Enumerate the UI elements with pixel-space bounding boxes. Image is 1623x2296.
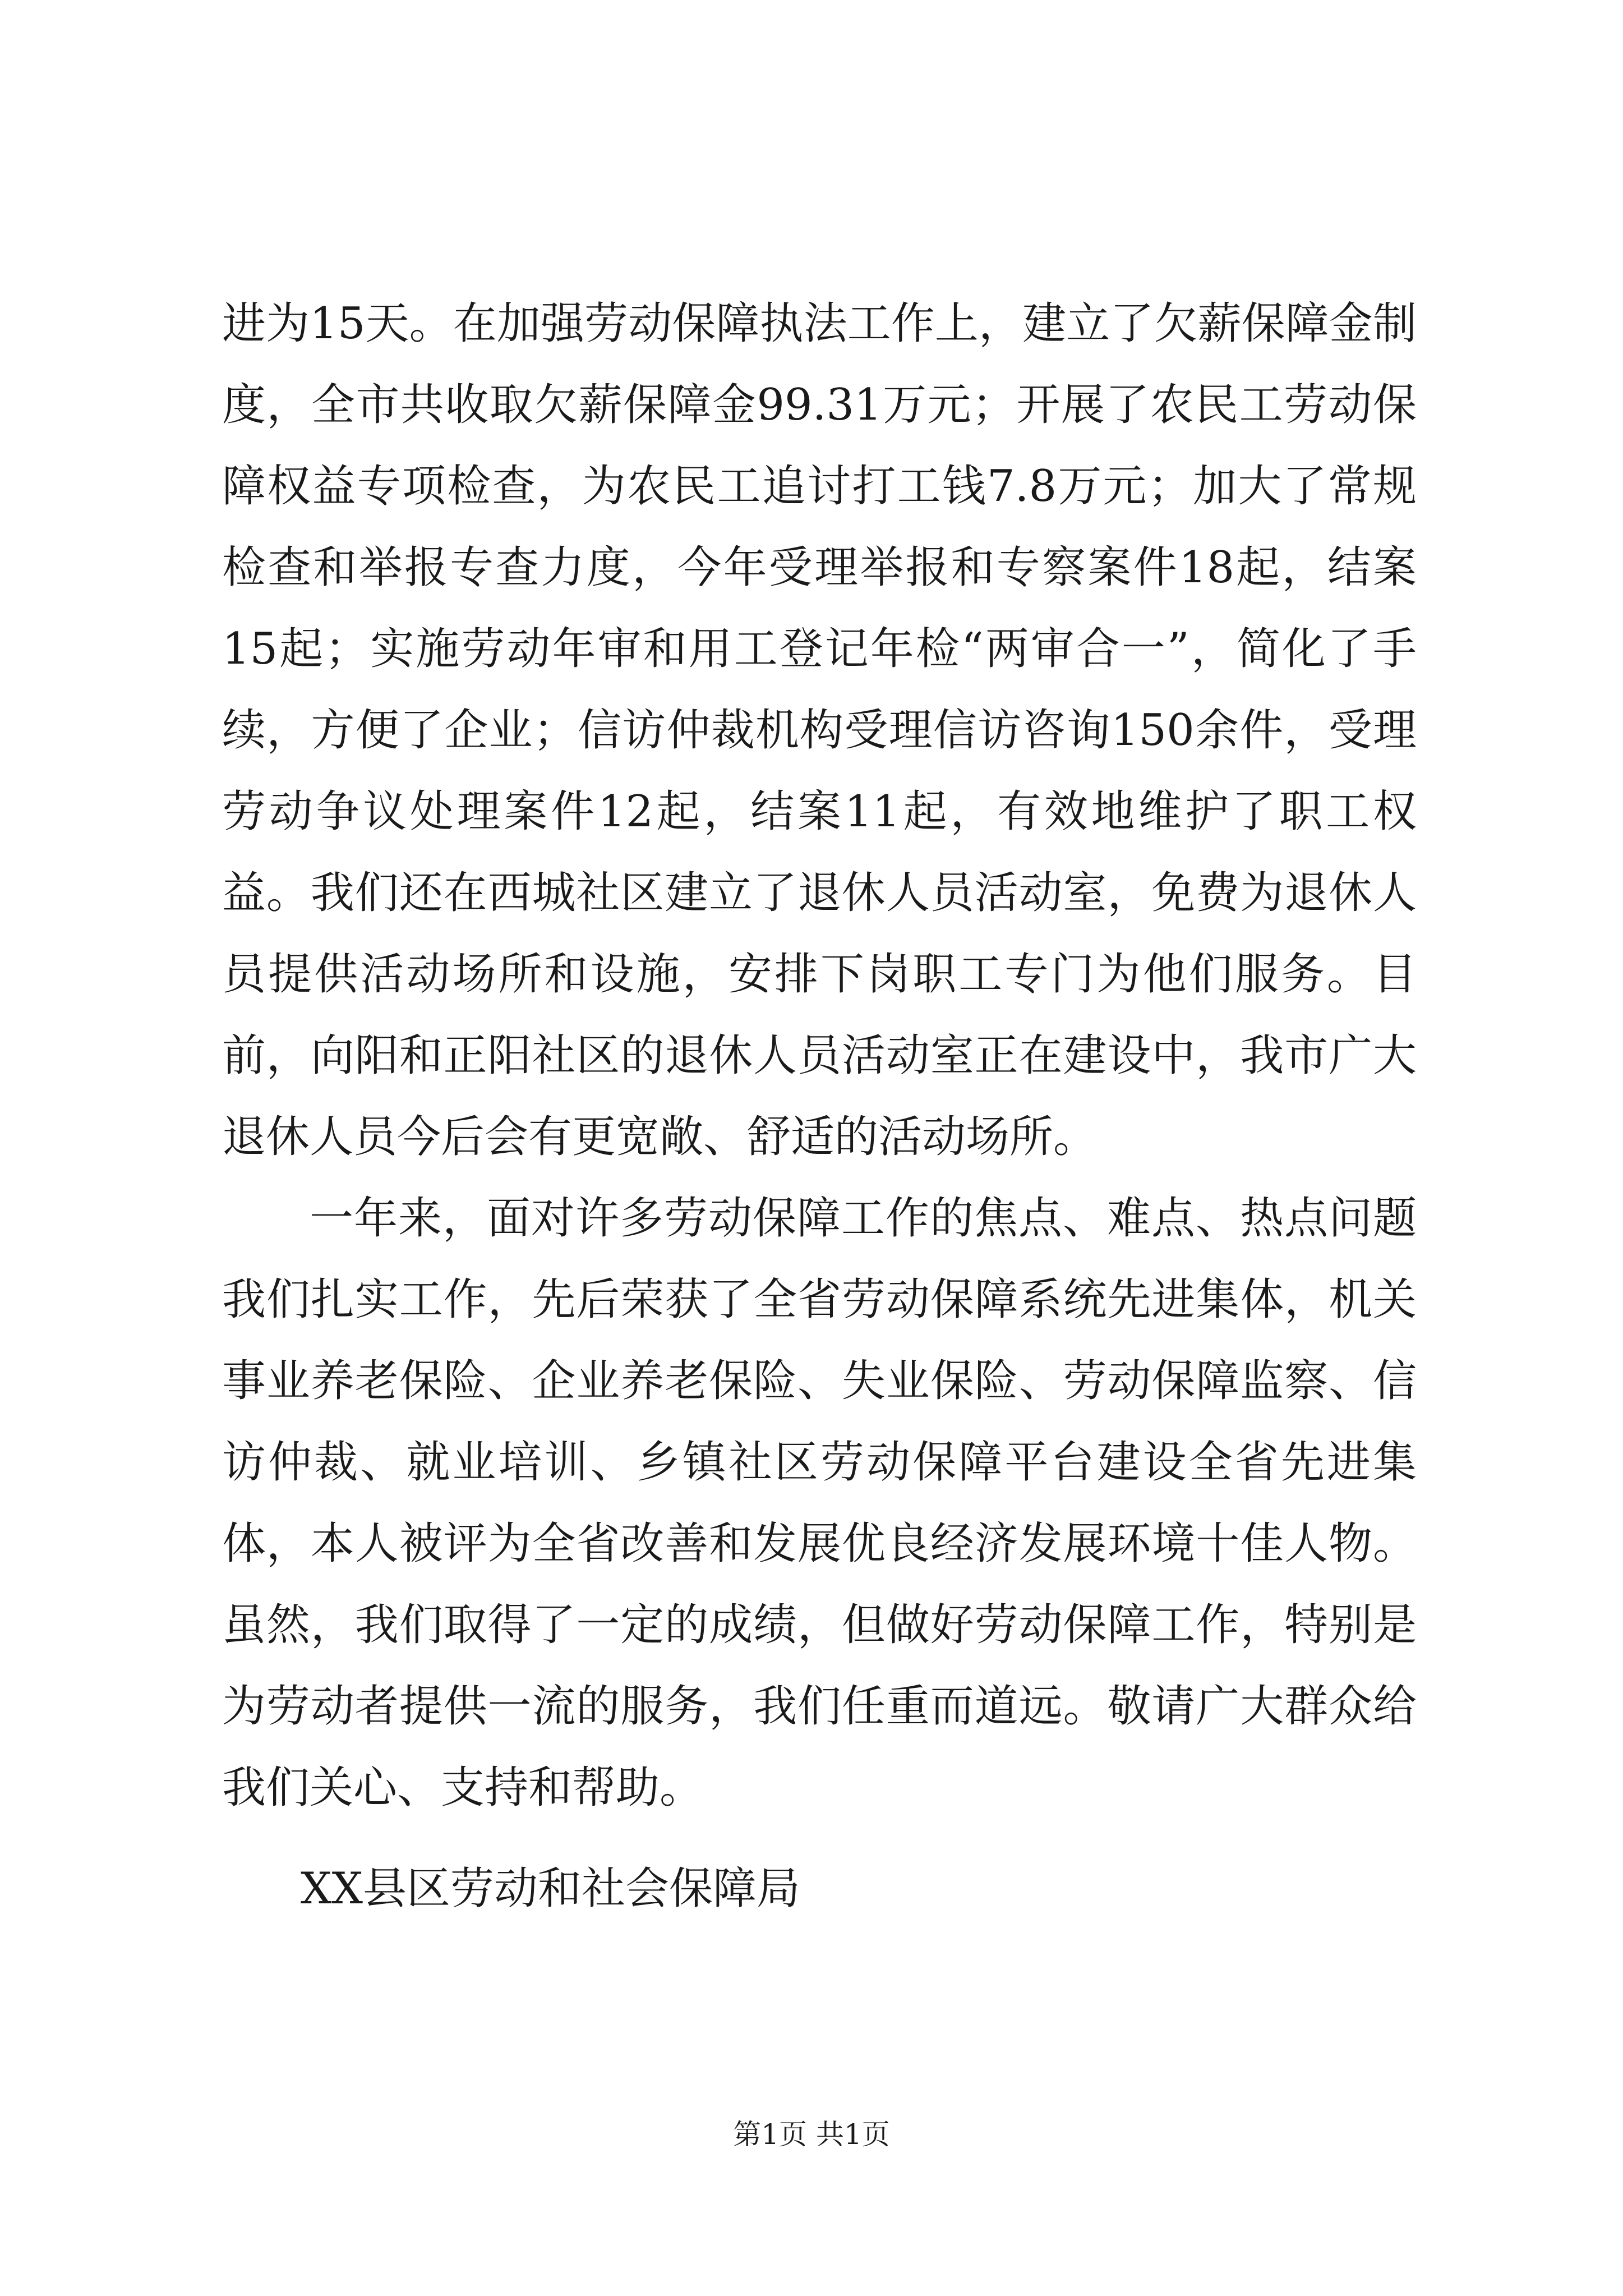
signature-organization: XX县区劳动和社会保障局 — [301, 1864, 801, 1914]
page-footer: 第1页 共1页 — [733, 2118, 890, 2151]
paragraph-continuation: 进为15天。在加强劳动保障执法工作上，建立了欠薪保障金制度，全市共收取欠薪保障金99.31万元；开展了农民工劳动保障权益专项检查，为农民工追讨打工钱7.8万元；加大了常规检查和举报专查力度，今年受理举报和专察案件18起，结案15起；实施劳动年审和用工登记年检“两审合一”，简化了手续，方便了企业；信访仲裁机构受理信访咨询150余件，受理劳动争议处理案件12起，结案11起，有效地维护了职工权益。我们还在西城社区建立了退休人员活动室，免费为退休人员提供活动场所和设施，安排下岗职工专门为他们服务。目前，向阳和正阳社区的退休人员活动室正在建设中，我市广大退休人员今后会有更宽敞、舒适的活动场所。 — [222, 298, 1417, 1162]
document-body — [222, 283, 1417, 1829]
paragraph-summary: 一年来，面对许多劳动保障工作的焦点、难点、热点问题我们扎实工作，先后荣获了全省劳动保障系统先进集体，机关事业养老保险、企业养老保险、失业保险、劳动保障监察、信访仲裁、就业培训、乡镇社区劳动保障平台建设全省先进集体，本人被评为全省改善和发展优良经济发展环境十佳人物。虽然，我们取得了一定的成绩，但做好劳动保障工作，特别是为劳动者提供一流的服务，我们任重而道远。敬请广大群众给我们关心、支持和帮助。 — [222, 1193, 1417, 1813]
